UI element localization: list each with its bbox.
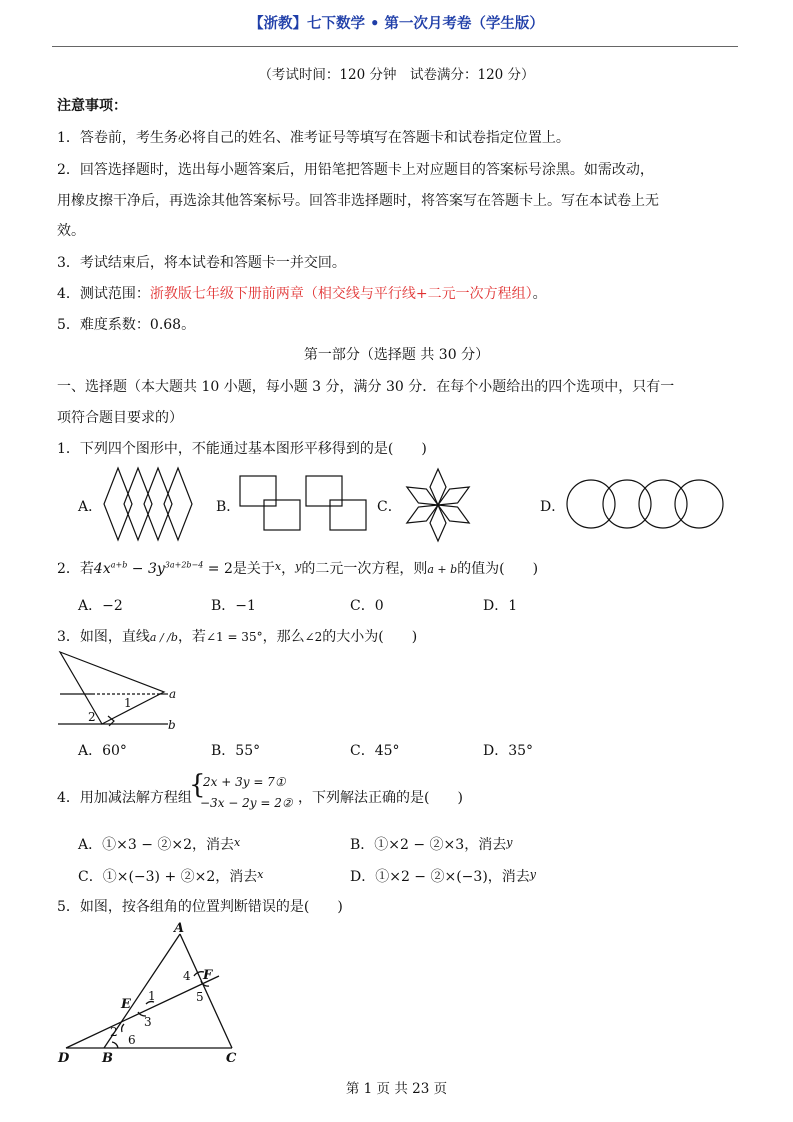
q2-comma: ， [281, 561, 296, 577]
q4-option-c-var: x [257, 868, 264, 881]
q4-option-c [78, 866, 264, 886]
q5-label-5: 5 [196, 990, 204, 1004]
q5-label-4: 4 [183, 969, 191, 983]
q4-option-c-text: C．①×(−3) + ②×2，消去 [78, 869, 258, 885]
q2-term-1: 4x [93, 561, 111, 577]
note-4 [57, 283, 547, 303]
q3-option-b: B．55° [211, 743, 261, 759]
q4-option-b-text: B．①×2 − ②×3，消去 [350, 837, 507, 853]
q3-option-d: D．35° [483, 743, 534, 759]
page-header-title: 【浙教】七下数学 • 第一次月考卷（学生版） [249, 15, 544, 32]
note-4-range: 浙教版七年级下册前两章（相交线与平行线+二元一次方程组） [149, 286, 533, 302]
q3-angle-2-expr: ∠2 [304, 630, 323, 644]
q5-label-A: A [174, 921, 185, 936]
q3-label-2: 2 [88, 710, 96, 724]
q2-mid-text: 是关于 [232, 561, 275, 577]
section-title: 第一部分（选择题 共 30 分） [303, 347, 490, 363]
note-1: 1．答卷前，考生务必将自己的姓名、准考证号等填写在答题卡和试卷指定位置上。 [57, 130, 570, 146]
note-2-line-1: 2．回答选择题时，选出每小题答案后，用铅笔把答题卡上对应题目的答案标号涂黑。如需改动， [57, 162, 654, 178]
q3-parallel-expr: a / /b [149, 631, 178, 644]
q1-option-b-label: B． [216, 499, 241, 515]
note-4-suffix: 。 [532, 286, 547, 302]
header-divider [52, 46, 738, 47]
q3-option-c: C．45° [350, 743, 400, 759]
q2-mid-text-2: 的二元一次方程，则 [301, 561, 428, 577]
q4-brace: { [189, 770, 206, 800]
q3-angle-1-expr: ∠1 = 35° [205, 630, 263, 644]
q2-option-c: C．0 [350, 598, 384, 614]
q3-stem-d: 的大小为( ) [322, 629, 418, 645]
q3-figure [56, 650, 186, 732]
q5-label-B: B [102, 1051, 113, 1066]
q5-label-D: D [58, 1051, 70, 1066]
q2-number: 2．若 [57, 561, 94, 577]
section-intro-line-2: 项符合题目要求的） [57, 410, 183, 426]
q2-option-b: B．−1 [211, 598, 256, 614]
q2-term-3: = 2 [203, 561, 233, 577]
q2-option-d: D．1 [483, 598, 518, 614]
q2-stem [57, 558, 538, 578]
q2-var-x: x [274, 560, 282, 573]
q5-label-F: F [203, 968, 213, 983]
q3-option-a: A．60° [78, 743, 127, 759]
q2-exponent-1: a+b [110, 560, 128, 570]
q4-equation-2: −3x − 2y = 2② [200, 796, 293, 810]
q4-option-d-text: D．①×2 − ②×(−3)，消去 [350, 869, 530, 885]
q2-tail: 的值为( ) [457, 561, 539, 577]
q4-option-b-var: y [506, 836, 513, 849]
q4-option-d-var: y [529, 868, 537, 881]
q4-option-a-text: A．①×3 − ②×2，消去 [78, 837, 235, 853]
exam-subtitle: （考试时间：120 分钟 试卷满分：120 分） [258, 67, 535, 83]
q1-stem: 1．下列四个图形中，不能通过基本图形平移得到的是( ) [57, 441, 427, 457]
q1-option-c-label: C． [377, 499, 402, 515]
q4-stem-a: 4．用加减法解方程组 [57, 790, 192, 806]
q5-label-E: E [121, 997, 131, 1012]
q1-figure-c [400, 466, 476, 544]
q1-option-a-label: A． [78, 499, 103, 515]
q3-label-1: 1 [124, 696, 132, 710]
q2-term-2: − 3y [127, 561, 165, 577]
q4-option-d [350, 866, 536, 886]
q3-stem-a: 3．如图，直线 [57, 629, 150, 645]
q3-stem [57, 626, 417, 646]
note-3: 3．考试结束后，将本试卷和答题卡一并交回。 [57, 255, 346, 271]
note-5: 5．难度系数：0.68。 [57, 317, 196, 333]
q1-figure-b [238, 474, 372, 532]
q2-option-a: A．−2 [78, 598, 123, 614]
q4-option-b [350, 834, 512, 854]
q2-exponent-2: 3a+2b−4 [164, 560, 204, 570]
q3-label-b: b [168, 718, 176, 732]
q3-stem-b: ，若 [177, 629, 206, 645]
q5-stem: 5．如图，按各组角的位置判断错误的是( ) [57, 899, 343, 915]
q1-figure-d [565, 478, 727, 530]
q5-label-2: 2 [110, 1025, 118, 1039]
page-footer: 第 1 页 共 23 页 [345, 1081, 448, 1097]
q5-label-3: 3 [144, 1015, 152, 1029]
q5-label-6: 6 [128, 1033, 136, 1047]
q4-option-a-var: x [234, 836, 241, 849]
note-2-line-3: 效。 [57, 223, 85, 239]
q3-stem-c: ，那么 [262, 629, 305, 645]
q5-figure [54, 920, 254, 1066]
q3-label-a: a [169, 687, 177, 701]
q4-equation-1: 2x + 3y = 7① [203, 775, 286, 789]
note-2-line-2: 用橡皮擦干净后，再选涂其他答案标号。回答非选择题时，将答案写在答题卡上。写在本试卷上无 [57, 193, 659, 209]
q4-option-a [78, 834, 240, 854]
q1-figure-a [98, 466, 198, 542]
notes-title: 注意事项： [57, 98, 127, 114]
q5-label-C: C [226, 1051, 237, 1066]
q4-stem-b: ，下列解法正确的是( ) [298, 790, 463, 806]
q5-label-1: 1 [148, 989, 156, 1003]
section-intro-line-1: 一、选择题（本大题共 10 小题，每小题 3 分，满分 30 分．在每个小题给出的四个选项中，只有一 [57, 379, 675, 395]
note-4-prefix: 4．测试范围： [57, 286, 150, 302]
q1-option-d-label: D． [540, 499, 566, 515]
q2-a-plus-b: a + b [427, 563, 458, 576]
q2-var-y: y [295, 560, 302, 573]
